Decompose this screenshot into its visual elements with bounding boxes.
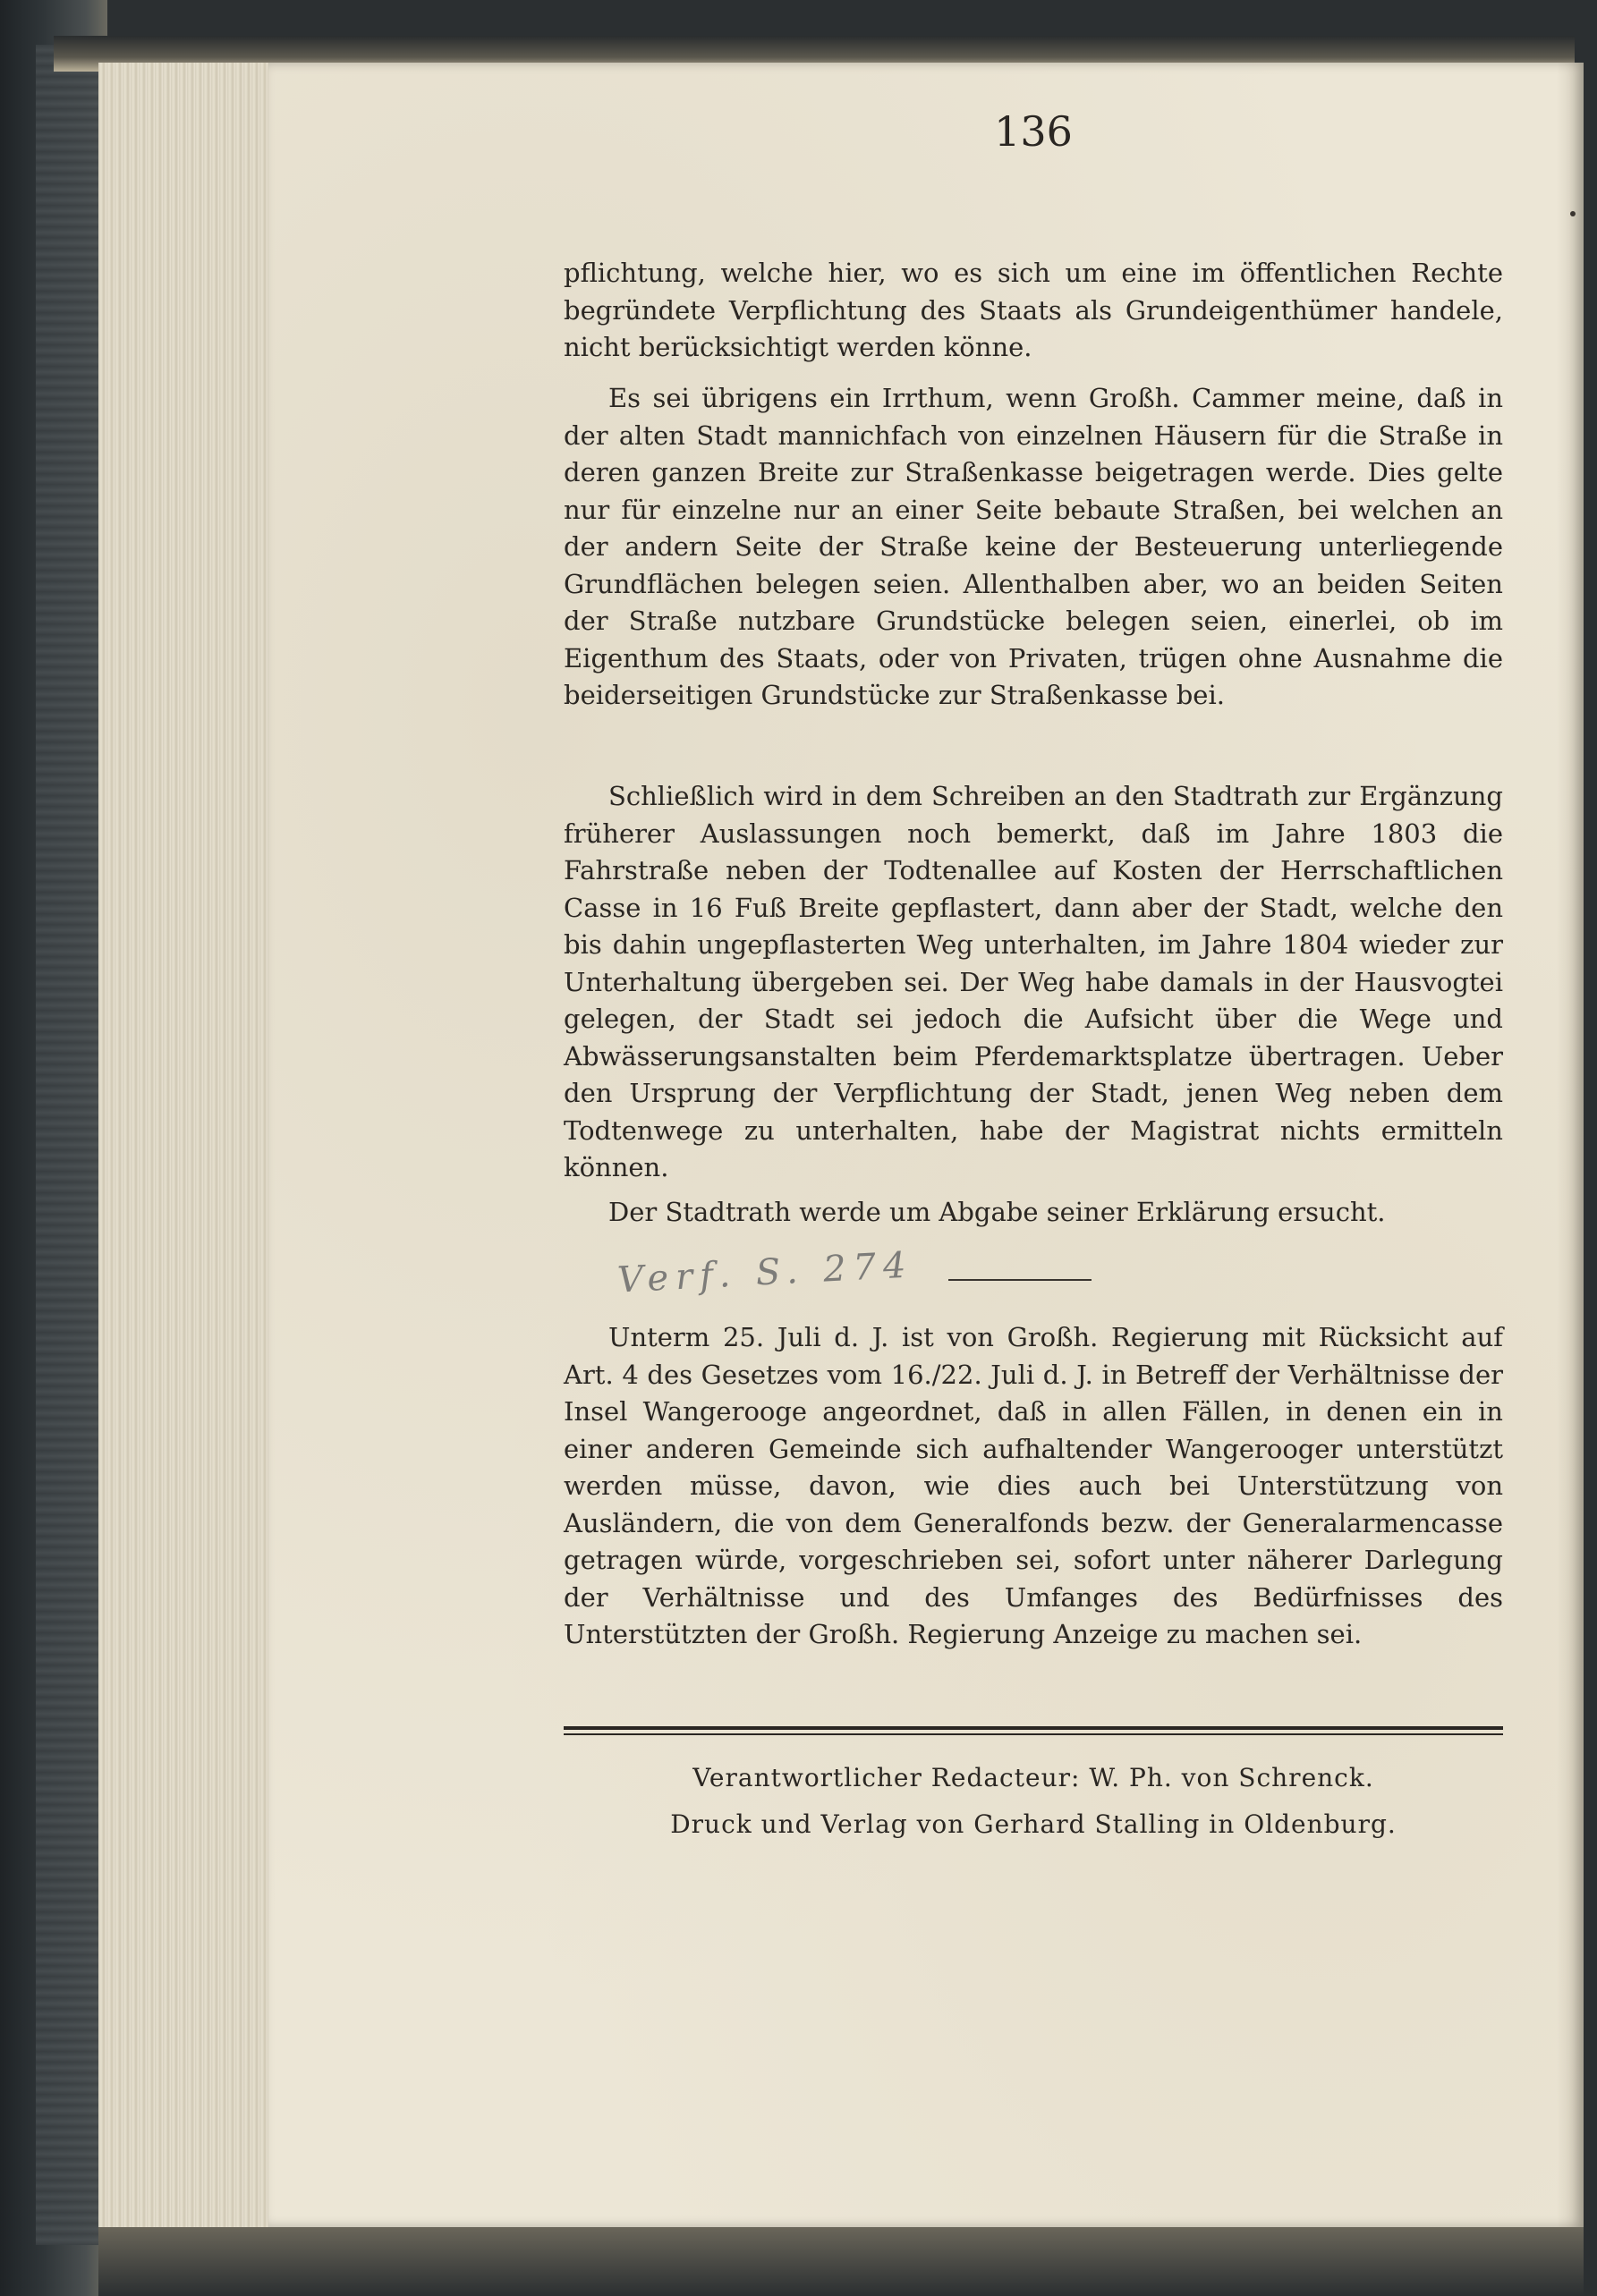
handwritten-note: Verf. S. 274 <box>616 1244 914 1301</box>
page-number: 136 <box>994 107 1073 156</box>
paragraph-1-text: pflichtung, welche hier, wo es sich um eine im öffentlichen Rechte begründete Verpflichtung des Staats als Grundeigenthümer handele, nicht berücksichtigt werden könne. <box>564 258 1503 362</box>
paragraph-4 <box>564 1194 1503 1232</box>
paragraph-2-text: Es sei übrigens ein Irrthum, wenn Großh. Cammer meine, daß in der alten Stadt mannichfach von einzelnen Häusern für die Straße in deren ganzen Breite zur Straßenkasse beigetragen werde. Dies gelte nur für einzelne nur an einer Seite bebaute Straßen, bei welchen an der andern Seite der Straße keine der Besteuerung unterliegende Grundflächen belegen seien. Allenthalben aber, wo an beiden Seiten der Straße nutzbare Grundstücke belegen seien, einerlei, ob im Eigenthum des Staats, oder von Privaten, trügen ohne Ausnahme die beiderseitigen Grundstücke zur Straßenkasse bei. <box>564 383 1503 710</box>
paragraph-3-text: Schließlich wird in dem Schreiben an den Stadtrath zur Ergänzung früherer Auslassungen noch bemerkt, daß im Jahre 1803 die Fahrstraße neben der Todtenallee auf Kosten der Herrschaftlichen Casse in 16 Fuß Breite gepflastert, dann aber der Stadt, welche den bis dahin ungepflasterten Weg unterhalten, im Jahre 1804 wieder zur Unterhaltung übergeben sei. Der Weg habe damals in der Hausvogtei gelegen, der Stadt sei jedoch die Aufsicht über die Wege und Abwässerungsanstalten beim Pferdemarktsplatze übertragen. Ueber den Ursprung der Verpflichtung der Stadt, jenen Weg neben dem Todtenwege zu unterhalten, habe der Magistrat nichts ermitteln können. <box>564 781 1503 1182</box>
binding-tape <box>36 45 107 2245</box>
footer-double-rule <box>564 1726 1503 1735</box>
page-shadow <box>1557 63 1584 2227</box>
section-divider <box>948 1279 1092 1281</box>
text-column <box>564 0 1503 2296</box>
paragraph-1 <box>564 255 1503 367</box>
imprint-publisher: Druck und Verlag von Gerhard Stalling in Oldenburg. <box>670 1809 1397 1839</box>
margin-dot <box>1570 211 1576 216</box>
paragraph-5 <box>564 1319 1503 1654</box>
paragraph-4-text: Der Stadtrath werde um Abgabe seiner Erklärung ersucht. <box>608 1197 1386 1227</box>
paragraph-5-text: Unterm 25. Juli d. J. ist von Großh. Regierung mit Rücksicht auf Art. 4 des Gesetzes vom 16./22. Juli d. J. in Betreff der Verhältnisse der Insel Wangerooge angeordnet, daß in allen Fällen, in denen ein in einer anderen Gemeinde sich aufhaltender Wangerooger unterstützt werden müsse, davon, wie dies auch bei Unterstützung von Ausländern, die von dem Generalfonds bezw. der Generalarmencasse getragen würde, vorgeschrieben sei, sofort unter näherer Darlegung der Verhältnisse und des Umfanges des Bedürfnisses des Unterstützten der Großh. Regierung Anzeige zu machen sei. <box>564 1322 1503 1649</box>
paragraph-2 <box>564 380 1503 715</box>
imprint-editor: Verantwortlicher Redacteur: W. Ph. von Schrenck. <box>692 1763 1374 1792</box>
paragraph-3 <box>564 778 1503 1187</box>
